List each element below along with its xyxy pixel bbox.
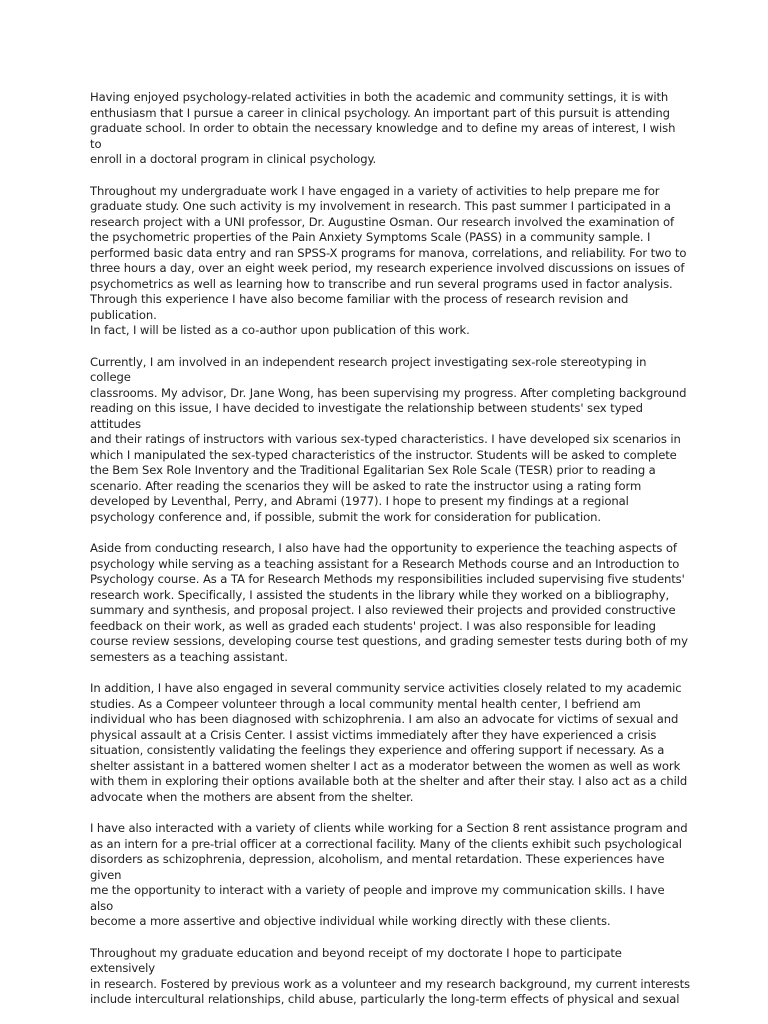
document-body xyxy=(90,90,690,1024)
paragraph-intro: Having enjoyed psychology-related activities in both the academic and community settings, it is with enthusiasm that I pursue a career in clinical psychology. An important part of this pursuit is attending graduate school. In order to obtain the necessary knowledge and to define my areas of interest, I wish to enroll in a doctoral program in clinical psychology. xyxy=(90,90,676,166)
paragraph-graduate-goals: Throughout my graduate education and beyond receipt of my doctorate I hope to participate extensively in research. Fostered by previous work as a volunteer and my research background, my current interests include intercultural relationships, child abuse, particularly the long-term effects of physical and sexual xyxy=(90,945,690,1006)
paragraph-undergraduate-research: Throughout my undergraduate work I have engaged in a variety of activities to help prepare me for graduate study. One such activity is my involvement in research. This past summer I participated in a research project with a UNI professor, Dr. Augustine Osman. Our research involved the examination of the psychometric properties of the Pain Anxiety Symptoms Scale (PASS) in a community sample. I performed basic data entry and ran SPSS-X programs for manova, correlations, and reliability. For two to three hours a day, over an eight week period, my research experience involved discussions on issues of psychometrics as well as learning how to transcribe and run several programs used in factor analysis. Through this experience I have also become familiar with the process of research revision and publication. In fact, I will be listed as a co-author upon publication of this work. xyxy=(90,183,687,337)
paragraph-community-service: In addition, I have also engaged in several community service activities closely related to my academic studies. As a Compeer volunteer through a local community mental health center, I befriend am individual who has been diagnosed with schizophrenia. I am also an advocate for victims of sexual and physical assault at a Crisis Center. I assist victims immediately after they have experienced a crisis situation, consistently validating the feelings they experience and offering support if necessary. As a shelter assistant in a battered women shelter I act as a moderator between the women as well as work with them in exploring their options available both at the shelter and after their stay. I also act as a child advocate when the mothers are absent from the shelter. xyxy=(90,681,688,804)
paragraph-teaching-assistant: Aside from conducting research, I also have had the opportunity to experience the teaching aspects of psychology while serving as a teaching assistant for a Research Methods course and an Introduction to Psychology course. As a TA for Research Methods my responsibilities included supervising five students' research work. Specifically, I assisted the students in the library while they worked on a bibliography, summary and synthesis, and proposal project. I also reviewed their projects and provided constructive feedback on their work, as well as graded each students' project. I was also responsible for leading course review sessions, developing course test questions, and grading semester tests during both of my semesters as a teaching assistant. xyxy=(90,541,688,664)
paragraph-independent-research: Currently, I am involved in an independent research project investigating sex-role stereotyping in college classrooms. My advisor, Dr. Jane Wong, has been supervising my progress. After completing background reading on this issue, I have decided to investigate the relationship between students' sex typed attitudes and their ratings of instructors with various sex-typed characteristics. I have developed six scenarios in which I manipulated the sex-typed characteristics of the instructor. Students will be asked to complete the Bem Sex Role Inventory and the Traditional Egalitarian Sex Role Scale (TESR) prior to reading a scenario. After reading the scenarios they will be asked to rate the instructor using a rating form developed by Leventhal, Perry, and Abrami (1977). I hope to present my findings at a regional psychology conference and, if possible, submit the work for consideration for publication. xyxy=(90,354,687,524)
paragraph-client-work: I have also interacted with a variety of clients while working for a Section 8 rent assistance program and as an intern for a pre-trial officer at a correctional facility. Many of the clients exhibit such psychological disorders as schizophrenia, depression, alcoholism, and mental retardation. These experiences have given me the opportunity to interact with a variety of people and improve my communication skills. I have also become a more assertive and objective individual while working directly with these clients. xyxy=(90,821,688,928)
